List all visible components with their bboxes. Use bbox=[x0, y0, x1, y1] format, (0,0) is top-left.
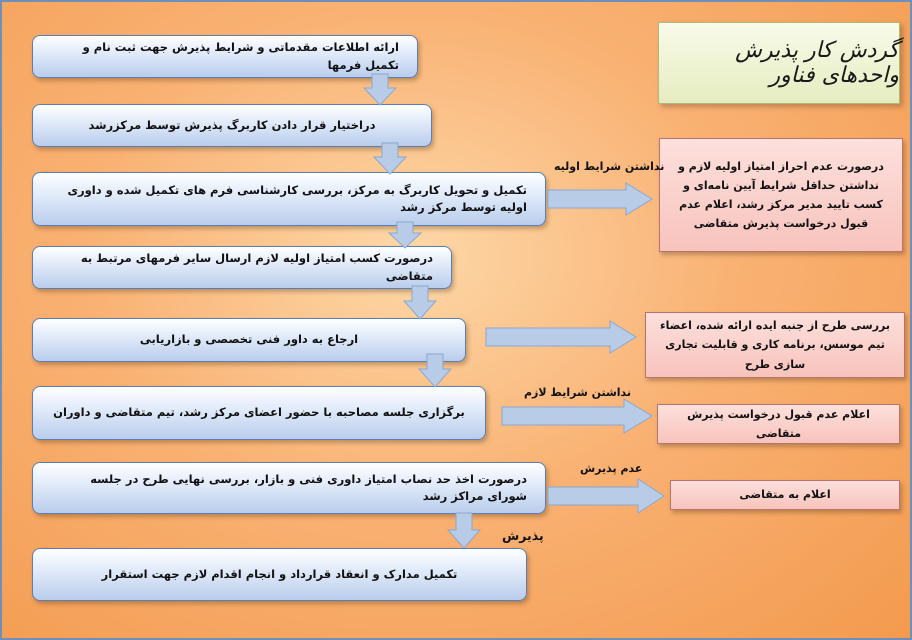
rejection-initial-box bbox=[659, 138, 903, 252]
right-arrow-no-required bbox=[502, 398, 654, 434]
step-2-box bbox=[32, 104, 432, 147]
step-5-box bbox=[32, 318, 466, 362]
step-6-text: برگزاری جلسه مصاحبه با حضور اعضای مرکز رشد، تیم متقاضی و داوران bbox=[53, 405, 465, 420]
label-no-initial-conditions: نداشتن شرایط اولیه bbox=[554, 160, 665, 173]
step-4-box bbox=[32, 246, 452, 289]
right-arrow-review bbox=[486, 320, 638, 354]
step-8-text: تکمیل مدارک و انعقاد قرارداد و انجام اقدام لازم جهت استقرار bbox=[101, 566, 458, 581]
notify-applicant-text: اعلام به متقاضی bbox=[739, 488, 831, 502]
step-7-box bbox=[32, 462, 546, 514]
down-arrow-1 bbox=[363, 74, 397, 106]
label-no-required-conditions: نداشتن شرایط لازم bbox=[524, 386, 632, 399]
down-arrow-4 bbox=[403, 286, 437, 320]
right-arrow-no-initial bbox=[548, 182, 654, 216]
step-2-text: دراختیار قرار دادن کاربرگ پذیرش توسط مرکزرشد bbox=[88, 117, 376, 132]
down-arrow-3 bbox=[388, 222, 422, 249]
step-5-text: ارجاع به داور فنی تخصصی و بازاریابی bbox=[139, 332, 359, 347]
step-6-box bbox=[32, 386, 486, 440]
notify-applicant-box bbox=[670, 480, 900, 510]
step-4-text: درصورت کسب امتیاز اولیه لازم ارسال سایر فرمهای مرتبط به متقاضی bbox=[80, 251, 433, 283]
rejection-required-text: اعلام عدم قبول درخواست پذیرش متقاضی bbox=[687, 407, 870, 440]
step-3-text: تکمیل و تحویل کاربرگ به مرکز، بررسی کارشناسی فرم های تکمیل شده و داوری اولیه توسط مرکز رشد bbox=[67, 182, 527, 214]
review-criteria-box bbox=[645, 312, 905, 378]
right-arrow-not-accepted bbox=[548, 478, 666, 514]
step-1-box bbox=[32, 35, 418, 78]
down-arrow-2 bbox=[373, 143, 407, 175]
label-not-accepted: عدم پذیرش bbox=[580, 462, 643, 475]
rejection-required-box bbox=[657, 404, 900, 444]
down-arrow-5 bbox=[418, 354, 452, 388]
review-criteria-text: بررسی طرح از جنبه ایده ارائه شده، اعضاء تیم موسس، برنامه کاری و قابلیت تجاری سازی طرح bbox=[659, 319, 891, 371]
step-3-box bbox=[32, 172, 546, 226]
rejection-initial-text: درصورت عدم احراز امتیاز اولیه لازم و نداشتن حداقل شرایط آیین نامه‌ای و کسب تایید مدیر مرکز رشد، اعلام عدم قبول درخواست پذیرش متقاضی bbox=[678, 159, 884, 231]
step-8-box bbox=[32, 548, 527, 601]
step-7-text: درصورت اخذ حد نصاب امتیاز داوری فنی و بازار، بررسی نهایی طرح در جلسه شورای مراکز رشد bbox=[90, 471, 527, 503]
label-accepted: پذیرش bbox=[502, 528, 544, 543]
step-1-text: ارائه اطلاعات مقدماتی و شرایط پذیرش جهت ثبت نام و تکمیل فرمها bbox=[82, 40, 399, 72]
down-arrow-accepted bbox=[447, 513, 481, 549]
diagram-title-text: گردش کار پذیرش واحدهای فناور bbox=[735, 38, 899, 88]
diagram-title bbox=[658, 22, 900, 104]
